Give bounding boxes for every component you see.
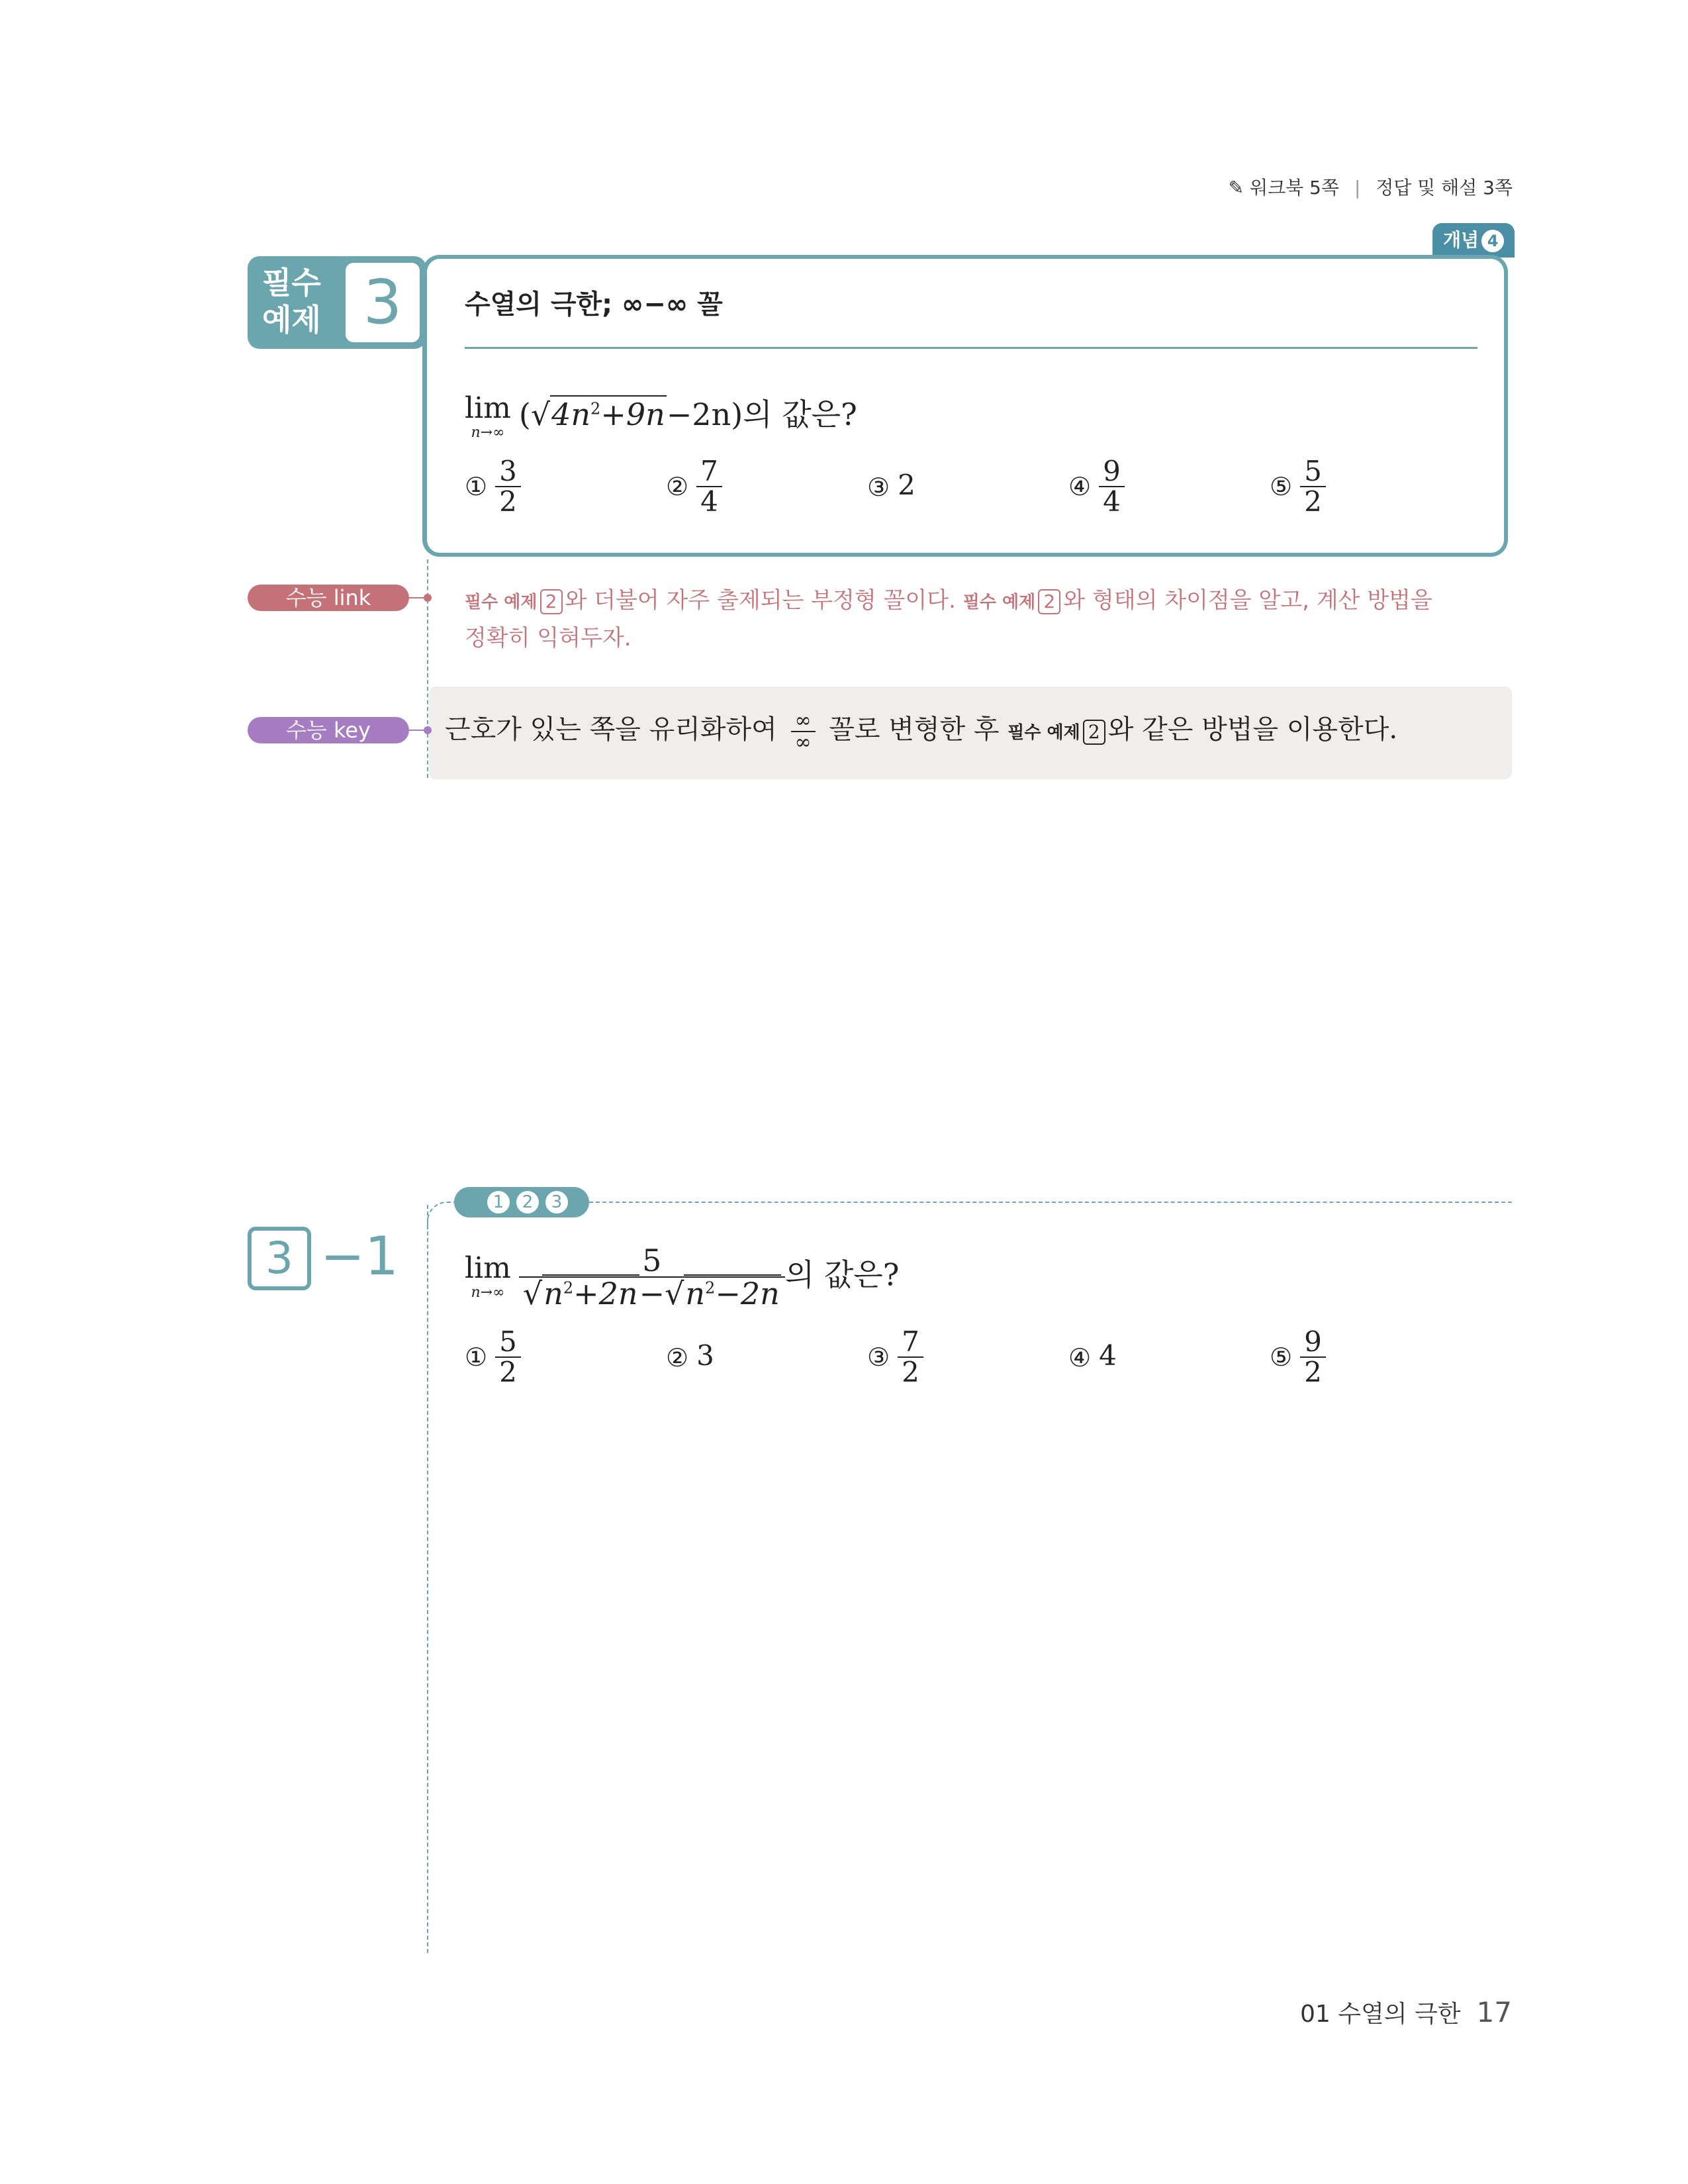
sub-choice-4[interactable]: ④ 4 bbox=[1068, 1339, 1117, 1372]
choice-3[interactable]: ③ 2 bbox=[867, 469, 915, 502]
guide-corner bbox=[427, 1202, 455, 1229]
link-text: 필수 예제 2 와 더불어 자주 출제되는 부정형 꼴이다. 필수 예제 2 와 형태의 차이점을 알고, 계산 방법을 정확히 익혀두자. bbox=[465, 587, 1432, 651]
sub-problem-number-suffix: −1 bbox=[320, 1225, 399, 1287]
question-tail: −2n) bbox=[666, 397, 743, 432]
link-connector bbox=[409, 597, 425, 598]
sub-fraction: $\frac{5}{√n^2+2n-√n^2-2n}$ bbox=[519, 1245, 785, 1310]
answer-ref: 정답 및 해설 3쪽 bbox=[1376, 177, 1513, 199]
guide-line-horizontal bbox=[583, 1202, 1512, 1203]
choice-4[interactable]: ④ $\frac{9}{4}$ bbox=[1068, 457, 1125, 516]
sub-choice-5[interactable]: ⑤ $\frac{9}{2}$ bbox=[1270, 1327, 1326, 1387]
sub-question bbox=[465, 1245, 899, 1310]
page-reference bbox=[1229, 173, 1513, 200]
pencil-icon: ✎ bbox=[1228, 177, 1244, 199]
radicand: $4n^2+9n$ bbox=[551, 397, 665, 432]
sub-question-suffix: 의 값은? bbox=[784, 1257, 900, 1293]
link-pill: 수능 link bbox=[248, 585, 409, 611]
key-text: 근호가 있는 쪽을 유리화하여 $\frac{\infty}{\infty}$ 꼴로 변형한 후 필수 예제 2 와 같은 방법을 이용한다. bbox=[445, 708, 1398, 754]
example-badge bbox=[248, 256, 426, 349]
level-1: 1 bbox=[487, 1191, 510, 1213]
sub-choice-3[interactable]: ③ $\frac{7}{2}$ bbox=[867, 1327, 923, 1387]
key-connector bbox=[409, 730, 425, 731]
page-number: 17 bbox=[1476, 1996, 1512, 2028]
choice-5[interactable]: ⑤ $\frac{5}{2}$ bbox=[1270, 457, 1326, 516]
sub-choice-2[interactable]: ② 3 bbox=[666, 1339, 714, 1372]
example-question bbox=[465, 391, 857, 440]
concept-number: 4 bbox=[1481, 230, 1504, 252]
badge-line2: 예제 bbox=[262, 302, 321, 338]
guide-line bbox=[427, 1205, 428, 1953]
chapter-title: 01 수열의 극한 bbox=[1299, 2001, 1461, 2028]
sub-choice-1[interactable]: ① $\frac{5}{2}$ bbox=[465, 1327, 521, 1387]
concept-label: 개념 bbox=[1442, 229, 1479, 251]
divider: | bbox=[1354, 177, 1361, 199]
badge-line1: 필수 bbox=[262, 265, 321, 301]
page-footer bbox=[1300, 1995, 1512, 2029]
sub-problem-number-box: 3 bbox=[248, 1227, 311, 1290]
limit-operator: lim n→∞ bbox=[465, 1251, 511, 1302]
key-pill: 수능 key bbox=[248, 717, 409, 743]
question-suffix: 의 값은? bbox=[743, 397, 857, 432]
limit-operator: lim n→∞ bbox=[465, 391, 511, 441]
choice-1[interactable]: ① $\frac{3}{2}$ bbox=[465, 457, 521, 516]
choice-2[interactable]: ② $\frac{7}{4}$ bbox=[666, 457, 722, 516]
level-2: 2 bbox=[516, 1191, 539, 1213]
guide-line bbox=[427, 559, 428, 778]
topic-divider bbox=[465, 347, 1477, 349]
topic-title: 수열의 극한; ∞−∞ 꼴 bbox=[465, 289, 723, 320]
paren-open: ( bbox=[518, 397, 531, 432]
concept-tag bbox=[1432, 223, 1515, 258]
sqrt-sign: √ bbox=[530, 397, 551, 432]
difficulty-levels bbox=[454, 1187, 589, 1217]
example-number: 3 bbox=[346, 263, 420, 342]
workbook-ref: 워크북 5쪽 bbox=[1250, 177, 1339, 199]
level-3: 3 bbox=[545, 1191, 568, 1213]
